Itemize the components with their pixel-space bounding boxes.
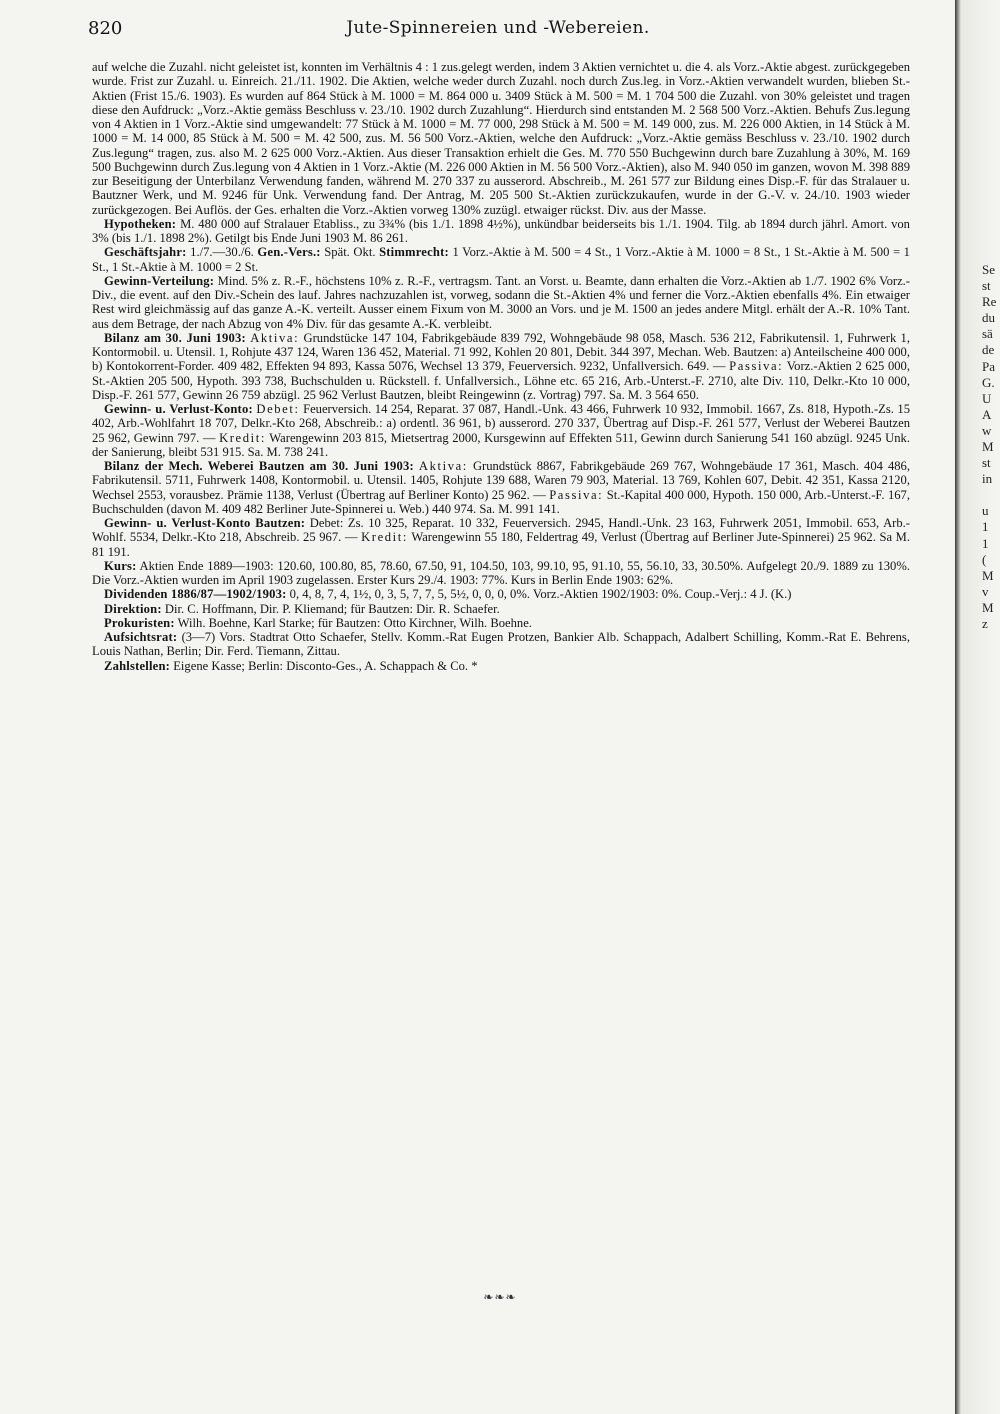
main-text [92,60,910,673]
text-guv-debet: Feuerversich. 14 254, Reparat. 37 087, Handl.-Unk. 43 466, Fuhrwerk 10 932, Immobil. 1667, Zs. 818, Hypoth.-Zs. 15 402, Arb.-Wohlfahrt 18 707, Delkr.-Kto 268, Abschreib.: a) ordentl. 36 961, b) ausserord. 270 337, Übertrag auf Disp.-F. 261 577, Verlust der Weberei Bautzen 25 962, Gewinn 797. — [92,402,911,445]
fragment-line: Pa [982,358,995,374]
paragraph-kurs [92,559,910,588]
fragment-line: st [982,278,991,294]
keyword-debet-bautzen: Debet: [309,516,344,530]
paragraph-capital-restructuring: auf welche die Zuzahl. nicht geleistet ist, konnten im Verhältnis 4 : 1 zus.gelegt werden, indem 3 Aktien vernichtet u. die 4. als Vorz.-Aktie abgest. zurückgegeben wurde. Frist zur Zuzahl. u. Einreich. 21./11. 1902. Die Aktien, welche weder durch Zuzahl. noch durch Zus.leg. in Vorz.-Aktien verwandelt wurden, blieben St.-Aktien (Frist 15./6. 1903). Es wurden auf 864 Stück à M. 1000 = M. 864 000 u. 3409 Stück à M. 500 = M. 1 704 500 die Zuzahl. von 30% geleistet und tragen diese den Aufdruck: „Vorz.-Aktie gemäss Beschluss v. 23./10. 1902 durch Zuzahlung“. Hierdurch sind entstanden M. 2 568 500 Vorz.-Aktien. Behufs Zus.legung von 4 Aktien in 1 Vorz.-Aktie sind umgewandelt: 77 Stück à M. 1000 = M. 77 000, 298 Stück à M. 500 = M. 149 000, zus. M. 226 000 Aktien, in 14 Stück à M. 1000 = M. 14 000, 85 Stück à M. 500 = M. 42 500, zus. M. 56 500 Vorz.-Aktien, welche den Aufdruck: „Vorz.-Aktie gemäss Beschluss v. 23./10. 1902 durch Zus.legung“ tragen, zus. also M. 2 625 000 Vorz.-Aktien. Aus dieser Transaktion erhielt die Ges. M. 770 550 Buchgewinn durch bare Zuzahlung à 30%, M. 169 500 Buchgewinn durch Zus.legung von 4 Aktien in 1 Vorz.-Aktie (M. 226 000 Aktien in M. 56 500 Vorz.-Aktien), also M. 940 050 im ganzen, wovon M. 398 889 zur Beseitigung der Unterbilanz Verwendung fanden, während M. 270 337 zu ausserord. Abschreib., M. 261 577 zur Bildung eines Disp.-F. für das Stralauer u. Bautzner Werk, und M. 9246 für Unk. Verwendung fand. Der Antrag, M. 205 500 St.-Aktien zurückzukaufen, wurde in der G.-V. v. 24./10. 1903 wieder zurückgezogen. Bei Auflös. der Ges. erhalten die Vorz.-Aktien vorweg 130% zuzügl. etwaiger rückst. Div. aus der Masse. [92,60,911,217]
fragment-line: st [982,455,991,471]
paragraph-dividenden [92,587,910,601]
fragment-line: z [982,615,988,631]
label-bilanz-bautzen: Bilanz der Mech. Weberei Bautzen am 30. Juni 1903: [104,459,414,473]
label-gen-vers: Gen.-Vers.: [257,245,321,260]
paragraph-prokuristen [92,616,910,630]
paragraph-bilanz-bautzen [92,459,910,516]
ornament-divider: ❧❧❧ [483,1290,517,1304]
paragraph-gewinn-verteilung [92,274,910,331]
paragraph-zahlstellen [92,659,910,673]
label-gewinn-verlust: Gewinn- u. Verlust-Konto: [104,402,253,416]
fragment-line: Re [982,294,997,310]
text-guv-bautzen-debet: Zs. 10 325, Reparat. 10 332, Feuerversich. 2945, Handl.-Unk. 23 163, Fuhrwerk 2051, Immobil. 653, Arb.-Wohlf. 5534, Delkr.-Kto 218, Abschreib. 25 967. — [92,516,910,545]
text-bilanz-aktiva: Grundstücke 147 104, Fabrikgebäude 839 792, Wohngebäude 98 058, Masch. 536 212, Fabrikutensil. 1, Fuhrwerk 1, Kontormobil. u. Utensil. 1, Rohjute 437 124, Waren 136 452, Material. 71 992, Kohlen 20 801, Debit. 344 397, Mechan. Web. Bautzen: a) Anteilscheine 400 000, b) Kontokorrent-Forder. 409 482, Effekten 94 893, Kassa 5076, Wechsel 13 379, Feuerversich. 9232, Unfallversich. 649. — [92,330,910,374]
fragment-line: A [982,406,992,422]
label-hypotheken: Hypotheken: [104,216,177,231]
text-guv-bautzen-kredit: Warengewinn 55 180, Feldertrag 49, Verlust (Übertrag auf Berliner Jute-Spinnerei) 25 962. Sa M. 81 191. [92,530,911,559]
keyword-kredit: Kredit: [219,430,266,445]
paragraph-gewinn-verlust [92,402,910,459]
fragment-line: du [982,310,995,326]
paragraph-direktion [92,602,910,616]
fragment-line: v [982,583,989,599]
text-gen-vers: Spät. Okt. [324,245,376,260]
adjacent-page-fragments [982,262,1000,632]
fragment-line: w [982,422,992,438]
keyword-passiva-bautzen: Passiva: [549,487,604,502]
keyword-kredit-bautzen: Kredit: [361,530,408,545]
label-zahlstellen: Zahlstellen: [104,658,171,673]
page-header [88,12,908,44]
text-direktion: Dir. C. Hoffmann, Dir. P. Kliemand; für Bautzen: Dir. R. Schaefer. [164,601,500,616]
fragment-line: G. [982,374,995,390]
text-zahlstellen: Eigene Kasse; Berlin: Disconto-Ges., A. Schappach & Co. * [173,658,478,673]
text-bilanz-bautzen-aktiva: Grundstück 8867, Fabrikgebäude 269 767, Wohngebäude 17 361, Masch. 404 486, Fabrikutensil. 5711, Fuhrwerk 1408, Kontormobil. u. Utensil. 1405, Rohjute 139 688, Waren 79 903, Material. 13 769, Kohlen 607, Debit. 42 351, Kassa 2120, Wechsel 2553, vorausbez. Prämie 1138, Verlust (Übertrag auf Berliner Konto) 25 962. — [92,459,910,502]
fragment-line: ( [982,551,987,567]
fragment-line: M [982,599,994,615]
fragment-line: de [982,342,995,358]
text-bilanz-passiva: Vorz.-Aktien 2 625 000, St.-Aktien 205 500, Hypoth. 393 738, Buchschulden u. Rückstell. f. Unfallversich., Löhne etc. 65 216, Arb.-Unterst.-F. 2710, alte Div. 110, Delkr.-Kto 10 000, Disp.-F. 261 577, Gewinn 26 759 abzügl. 25 962 Verlust Bautzen, bleibt Reingewinn (z. Vortrag) 797. Sa. M. 3 564 650. [92,359,911,402]
fragment-line: 1 [982,535,989,551]
fragment-gap [982,487,1000,503]
fragment-line: M [982,567,994,583]
adjacent-page-edge [955,0,1000,1414]
keyword-debet: Debet: [256,402,300,416]
text-prokuristen: Wilh. Boehne, Karl Starke; für Bautzen: Otto Kirchner, Wilh. Boehne. [177,615,532,630]
label-dividenden: Dividenden 1886/87—1902/1903: [104,587,287,602]
label-gewinn-verlust-bautzen: Gewinn- u. Verlust-Konto Bautzen: [104,516,306,530]
fragment-line: Se [982,262,995,277]
text-bilanz-bautzen-passiva: St.-Kapital 400 000, Hypoth. 150 000, Arb.-Unterst.-F. 167, Buchschulden (davon M. 409 482 Berliner Jute-Spinnerei u. Web.) 440 974. Sa. M. 991 141. [92,487,910,516]
label-stimmrecht: Stimmrecht: [379,245,449,260]
fragment-line: in [982,471,993,487]
keyword-passiva: Passiva: [729,359,784,374]
label-bilanz: Bilanz am 30. Juni 1903: [104,330,246,345]
text-hypotheken: M. 480 000 auf Stralauer Etabliss., zu 3¾% (bis 1./1. 1898 4½%), unkündbar beiderseits bis 1./1. 1904. Tilg. ab 1894 durch jährl. Amort. von 3% (bis 1./1. 1898 2%). Getilgt bis Ende Juni 1903 M. 86 261. [92,216,910,245]
text-guv-kredit: Warengewinn 203 815, Mietsertrag 2000, Kursgewinn auf Effekten 511, Gewinn durch Sanierung 541 160 abzügl. 9245 Unk. der Sanierung, bleibt 531 915. Sa. M. 738 241. [92,430,910,459]
paragraph-gewinn-verlust-bautzen [92,516,910,559]
paragraph-hypotheken [92,217,910,246]
text-dividenden: 0, 4, 8, 7, 4, 1½, 0, 3, 5, 7, 7, 5, 5½, 0, 0, 0, 0%. Vorz.-Aktien 1902/1903: 0%. Coup.-Verj.: 4 J. (K.) [289,587,792,602]
label-kurs: Kurs: [104,558,137,573]
paragraph-bilanz [92,331,910,402]
keyword-aktiva-bautzen: Aktiva: [418,459,468,473]
label-gewinn-verteilung: Gewinn-Verteilung: [104,273,215,288]
fragment-line: U [982,390,992,406]
fragment-line: u [982,503,989,519]
keyword-aktiva: Aktiva: [250,330,300,345]
label-aufsichtsrat: Aufsichtsrat: [104,630,178,644]
text-stimmrecht: 1 Vorz.-Aktie à M. 500 = 4 St., 1 Vorz.-Aktie à M. 1000 = 8 St., 1 St.-Aktie à M. 500 = 1 St., 1 St.-Aktie à M. 1000 = 2 St. [92,245,910,274]
label-direktion: Direktion: [104,601,162,616]
page-number: 820 [88,18,123,39]
text-kurs: Aktien Ende 1889—1903: 120.60, 100.80, 85, 78.60, 67.50, 91, 104.50, 103, 99.10, 95, 91.10, 55, 56.10, 33, 30.50%. Aufgelegt 20./9. 1889 zu 130%. Die Vorz.-Aktien wurden im April 1903 zugelassen. Erster Kurs 29./4. 1903: 77%. Kurs in Berlin Ende 1903: 62%. [92,558,910,587]
text-geschaeftsjahr: 1./7.—30./6. [190,245,254,260]
fragment-line: M [982,439,994,455]
text-aufsichtsrat: (3—7) Vors. Stadtrat Otto Schaefer, Stellv. Komm.-Rat Eugen Protzen, Bankier Alb. Schappach, Adalbert Schilling, Komm.-Rat E. Behrens, Louis Nathan, Berlin; Dir. Ferd. Tiemann, Zittau. [92,630,910,659]
fragment-line: 1 [982,519,989,535]
label-geschaeftsjahr: Geschäftsjahr: [104,245,187,260]
label-prokuristen: Prokuristen: [104,615,175,630]
fragment-line: sä [982,326,993,342]
paragraph-aufsichtsrat [92,630,910,659]
running-head: Jute-Spinnereien und -Webereien. [346,18,650,38]
paragraph-geschaeftsjahr [92,245,910,274]
text-gewinn-verteilung: Mind. 5% z. R.-F., höchstens 10% z. R.-F., vertragsm. Tant. an Vorst. u. Beamte, dann erhalten die Vorz.-Aktien ab 1./7. 1902 6% Vorz.-Div., die event. auf den Div.-Schein des lauf. Jahres nachzuzahlen ist, vorweg, sodann die St.-Aktien 4% und ferner die Vorz.-Aktien ebenfalls 4%. Ein etwaiger Rest wird gleichmässig auf das ganze A.-K. verteilt. Ausser einem Fixum von M. 3000 an Vors. und je M. 1500 an jedes andere Mitgl. erhält der A.-R. 10% Tant. aus dem Betrage, der nach Abzug von 4% Div. für das gesamte A.-K. verbleibt. [92,273,911,331]
